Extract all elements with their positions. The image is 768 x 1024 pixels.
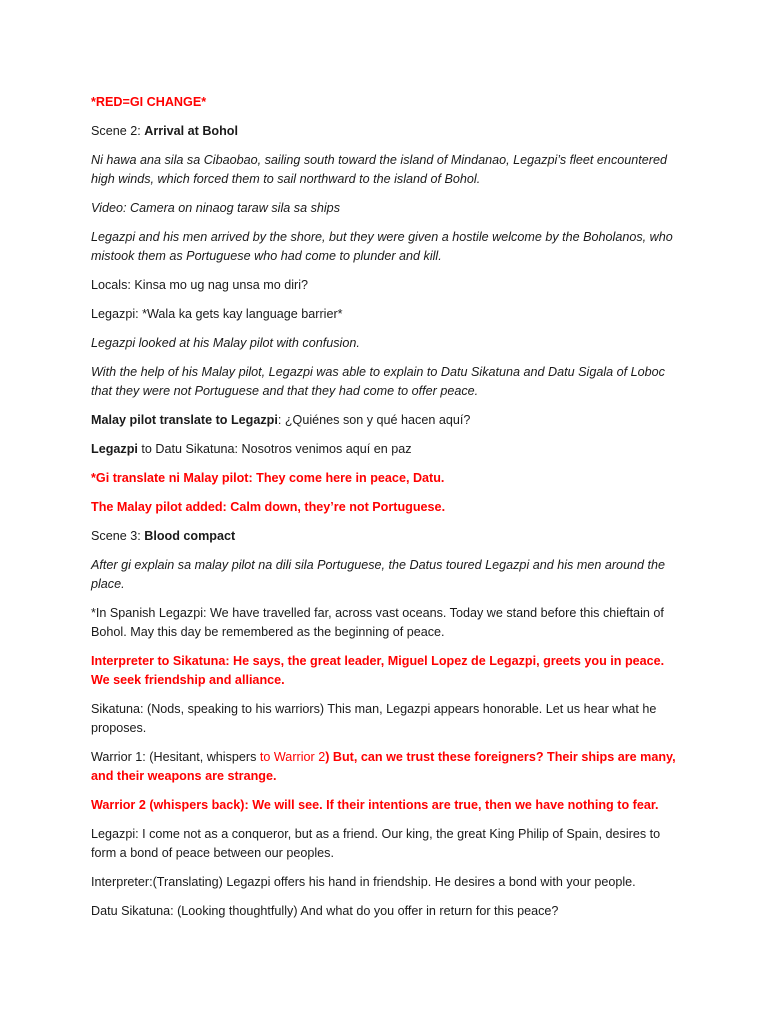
speaker-label: Malay pilot translate to Legazpi <box>91 413 278 427</box>
dialogue-line: Datu Sikatuna: (Looking thoughtfully) And what do you offer in return for this peace? <box>91 904 559 918</box>
video-direction: Video: Camera on ninaog taraw sila sa ships <box>91 201 340 215</box>
changed-line: Warrior 2 (whispers back): We will see. If their intentions are true, then we have nothing to fear. <box>91 798 659 812</box>
dialogue-line: *In Spanish Legazpi: We have travelled far, across vast oceans. Today we stand before this chieftain of Bohol. May this day be remembered as the beginning of peace. <box>91 606 664 639</box>
scene-3-title: Blood compact <box>144 529 236 543</box>
legend-heading: *RED=GI CHANGE* <box>91 95 207 109</box>
narration-paragraph: Legazpi looked at his Malay pilot with confusion. <box>91 336 360 350</box>
narration-paragraph: After gi explain sa malay pilot na dili sila Portuguese, the Datus toured Legazpi and his men around the place. <box>91 558 666 591</box>
dialogue-text: Warrior 1: (Hesitant, whispers <box>91 750 260 764</box>
scene-3-heading <box>91 527 681 546</box>
dialogue-line <box>91 440 681 459</box>
dialogue-line: Sikatuna: (Nods, speaking to his warriors) This man, Legazpi appears honorable. Let us hear what he proposes. <box>91 702 657 735</box>
changed-line: The Malay pilot added: Calm down, they’re not Portuguese. <box>91 500 446 514</box>
dialogue-text: to Datu Sikatuna: Nosotros venimos aquí en paz <box>137 442 412 456</box>
dialogue-line: Locals: Kinsa mo ug nag unsa mo diri? <box>91 278 309 292</box>
changed-text: to Warrior 2 <box>259 750 326 764</box>
scene-2-prefix: Scene 2: <box>91 124 145 138</box>
narration-paragraph: Legazpi and his men arrived by the shore, but they were given a hostile welcome by the Boholanos, who mistook them as Portuguese who had come to plunder and kill. <box>91 230 673 263</box>
dialogue-line <box>91 748 681 786</box>
scene-2-title: Arrival at Bohol <box>144 124 238 138</box>
narration-paragraph: Ni hawa ana sila sa Cibaobao, sailing south toward the island of Mindanao, Legazpi’s fleet encountered high winds, which forced them to sail northward to the island of Bohol. <box>91 153 667 186</box>
dialogue-line <box>91 411 681 430</box>
dialogue-line: Legazpi: I come not as a conqueror, but as a friend. Our king, the great King Philip of Spain, desires to form a bond of peace between our peoples. <box>91 827 661 860</box>
dialogue-line: Legazpi: *Wala ka gets kay language barrier* <box>91 307 343 321</box>
scene-3-prefix: Scene 3: <box>91 529 145 543</box>
document-body <box>91 93 681 931</box>
changed-text: ) But, can we trust these foreigners? Their ships are many, and their weapons are strange. <box>91 750 676 783</box>
changed-line: Interpreter to Sikatuna: He says, the great leader, Miguel Lopez de Legazpi, greets you in peace. We seek friendship and alliance. <box>91 654 665 687</box>
dialogue-line: Interpreter:(Translating) Legazpi offers his hand in friendship. He desires a bond with your people. <box>91 875 636 889</box>
changed-line: *Gi translate ni Malay pilot: They come here in peace, Datu. <box>91 471 445 485</box>
narration-paragraph: With the help of his Malay pilot, Legazpi was able to explain to Datu Sikatuna and Datu Sigala of Loboc that they were not Portuguese and that they had come to offer peace. <box>91 365 665 398</box>
scene-2-heading <box>91 122 681 141</box>
dialogue-text: : ¿Quiénes son y qué hacen aquí? <box>277 413 471 427</box>
speaker-label: Legazpi <box>91 442 138 456</box>
